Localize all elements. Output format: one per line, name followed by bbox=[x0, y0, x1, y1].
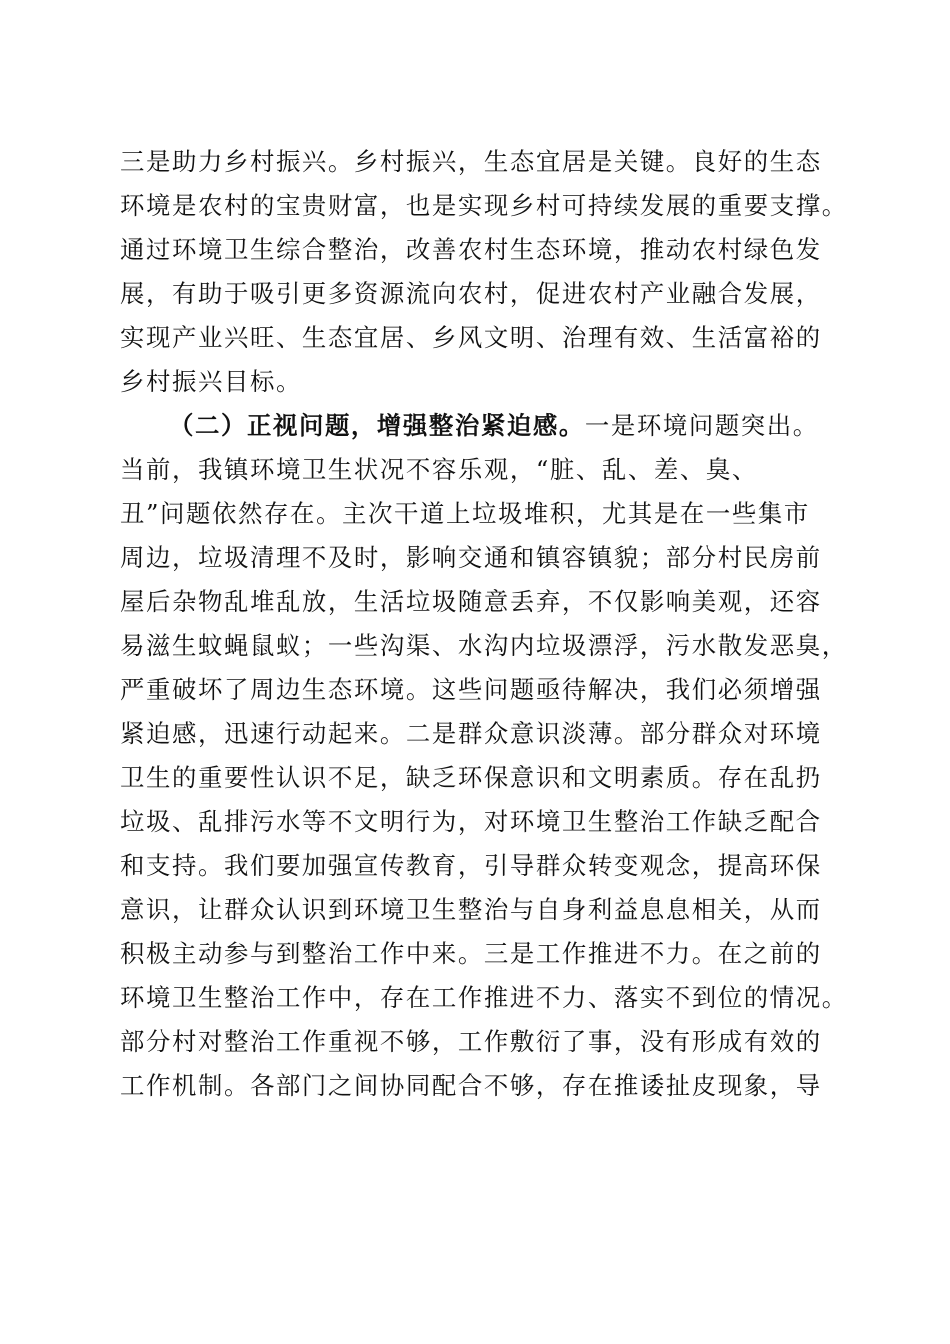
text-line: 三是助力乡村振兴。乡村振兴，生态宜居是关键。良好的生态 bbox=[120, 147, 822, 176]
text-line: 和支持。我们要加强宣传教育，引导群众转变观念，提高环保 bbox=[120, 851, 822, 880]
text-line: 意识，让群众认识到环境卫生整治与自身利益息息相关，从而 bbox=[120, 895, 822, 924]
text-line: 部分村对整治工作重视不够，工作敷衍了事，没有形成有效的 bbox=[120, 1027, 822, 1056]
text-run: 一是环境问题突出。 bbox=[584, 411, 819, 440]
text-line: 易滋生蚊蝇鼠蚁；一些沟渠、水沟内垃圾漂浮，污水散发恶臭， bbox=[120, 631, 848, 660]
text-line: 当前，我镇环境卫生状况不容乐观，“脏、乱、差、臭、 bbox=[120, 455, 758, 484]
text-line: 工作机制。各部门之间协同配合不够，存在推诿扯皮现象，导 bbox=[120, 1071, 822, 1100]
text-line: 丑”问题依然存在。主次干道上垃圾堆积，尤其是在一些集市 bbox=[120, 499, 810, 528]
text-line: 实现产业兴旺、生态宜居、乡风文明、治理有效、生活富裕的 bbox=[120, 323, 822, 352]
paragraph-rural-revitalization bbox=[120, 140, 848, 404]
text-line: 卫生的重要性认识不足，缺乏环保意识和文明素质。存在乱扔 bbox=[120, 763, 822, 792]
text-line: 展，有助于吸引更多资源流向农村，促进农村产业融合发展， bbox=[120, 279, 822, 308]
text-line: 垃圾、乱排污水等不文明行为，对环境卫生整治工作缺乏配合 bbox=[120, 807, 822, 836]
text-line bbox=[120, 404, 830, 448]
text-line: 屋后杂物乱堆乱放，生活垃圾随意丢弃，不仅影响美观，还容 bbox=[120, 587, 822, 616]
section-heading: （二）正视问题，增强整治紧迫感。 bbox=[169, 411, 585, 440]
text-line: 通过环境卫生综合整治，改善农村生态环境，推动农村绿色发 bbox=[120, 235, 822, 264]
text-line: 环境卫生整治工作中，存在工作推进不力、落实不到位的情况。 bbox=[120, 983, 848, 1012]
text-line: 严重破坏了周边生态环境。这些问题亟待解决，我们必须增强 bbox=[120, 675, 822, 704]
text-line: 乡村振兴目标。 bbox=[120, 367, 302, 396]
text-line: 环境是农村的宝贵财富，也是实现乡村可持续发展的重要支撑。 bbox=[120, 191, 848, 220]
text-line: 紧迫感，迅速行动起来。二是群众意识淡薄。部分群众对环境 bbox=[120, 719, 822, 748]
paragraph-face-problems bbox=[120, 404, 848, 1108]
text-line: 周边，垃圾清理不及时，影响交通和镇容镇貌；部分村民房前 bbox=[120, 543, 822, 572]
document-body bbox=[120, 140, 848, 1108]
text-line: 积极主动参与到整治工作中来。三是工作推进不力。在之前的 bbox=[120, 939, 822, 968]
